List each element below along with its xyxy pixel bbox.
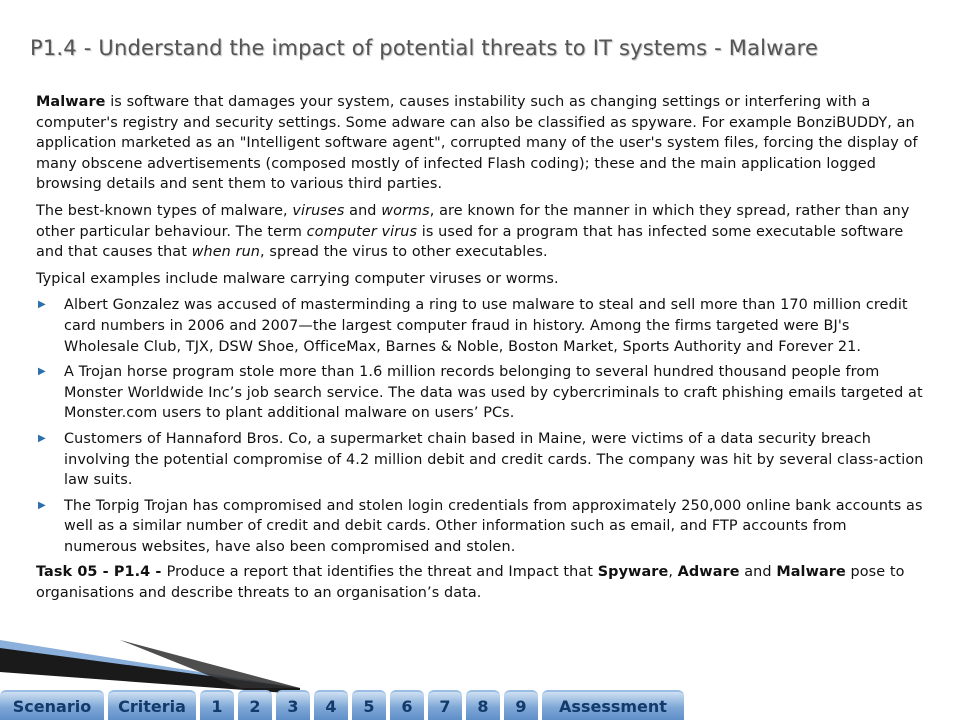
tab-3[interactable]: 3 xyxy=(276,690,310,720)
decorative-ribbon xyxy=(0,600,320,695)
tab-assessment[interactable]: Assessment xyxy=(542,690,684,720)
malware-types-paragraph: The best-known types of malware, viruses and worms, are known for the manner in which they spread, rather than any other particular behaviour. The term computer virus is used for a program that has infected some executable software and that causes that when run, spread the virus to other executables. xyxy=(36,202,910,261)
task-paragraph: Task 05 - P1.4 - Produce a report that identifies the threat and Impact that Spyware, Adware and Malware pose to organisations and describe threats to an organisation’s data. xyxy=(36,564,905,602)
malware-term: Malware xyxy=(36,94,106,110)
page-title: P1.4 - Understand the impact of potential threats to IT systems - Malware xyxy=(30,36,819,60)
arrow-bullet-icon: ▶ xyxy=(38,366,46,378)
list-item: ▶ A Trojan horse program stole more than 1.6 million records belonging to several hundred thousand people from Monster Worldwide Inc’s job search service. The data was used by cybercriminals to craft phishing emails targeted at Monster.com users to plant additional malware on users’ PCs. xyxy=(38,364,923,422)
tab-2[interactable]: 2 xyxy=(238,690,272,720)
tab-8[interactable]: 8 xyxy=(466,690,500,720)
bottom-navigation xyxy=(0,690,960,720)
tab-5[interactable]: 5 xyxy=(352,690,386,720)
tab-7[interactable]: 7 xyxy=(428,690,462,720)
tab-scenario[interactable]: Scenario xyxy=(0,690,104,720)
arrow-bullet-icon: ▶ xyxy=(38,499,46,511)
tab-4[interactable]: 4 xyxy=(314,690,348,720)
arrow-bullet-icon: ▶ xyxy=(38,299,46,311)
list-item: ▶ Albert Gonzalez was accused of masterminding a ring to use malware to steal and sell more than 170 million credit card numbers in 2006 and 2007—the largest computer fraud in history. Among the firms targeted were BJ's Wholesale Club, TJX, DSW Shoe, OfficeMax, Barnes & Noble, Boston Market, Sports Authority and Forever 21. xyxy=(38,297,908,355)
tab-6[interactable]: 6 xyxy=(390,690,424,720)
arrow-bullet-icon: ▶ xyxy=(38,432,46,444)
content-body xyxy=(36,92,924,610)
tab-criteria[interactable]: Criteria xyxy=(108,690,196,720)
tab-1[interactable]: 1 xyxy=(200,690,234,720)
examples-list xyxy=(36,295,924,557)
task-label: Task 05 - P1.4 - xyxy=(36,564,167,581)
tab-9[interactable]: 9 xyxy=(504,690,538,720)
list-item: ▶ Customers of Hannaford Bros. Co, a supermarket chain based in Maine, were victims of a data security breach involving the potential compromise of 4.2 million debit and credit cards. The company was hit by several class-action law suits. xyxy=(38,430,924,489)
list-item: ▶ The Torpig Trojan has compromised and stolen login credentials from approximately 250,000 online bank accounts as well as a similar number of credit and debit cards. Other information such as email, and FTP accounts from numerous websites, have also been compromised and stolen. xyxy=(38,497,923,555)
examples-intro: Typical examples include malware carrying computer viruses or worms. xyxy=(36,270,559,287)
malware-intro-paragraph: Malware is software that damages your system, causes instability such as changing settings or interfering with a computer's registry and security settings. Some adware can also be classified as spyware. For example BonziBUDDY, an application marketed as an "Intelligent software agent", corrupted many of the user's system files, forcing the display of many obscene advertisements (composed mostly of infected Flash coding); these and the main application logged browsing details and sent them to various third parties. xyxy=(36,94,918,193)
